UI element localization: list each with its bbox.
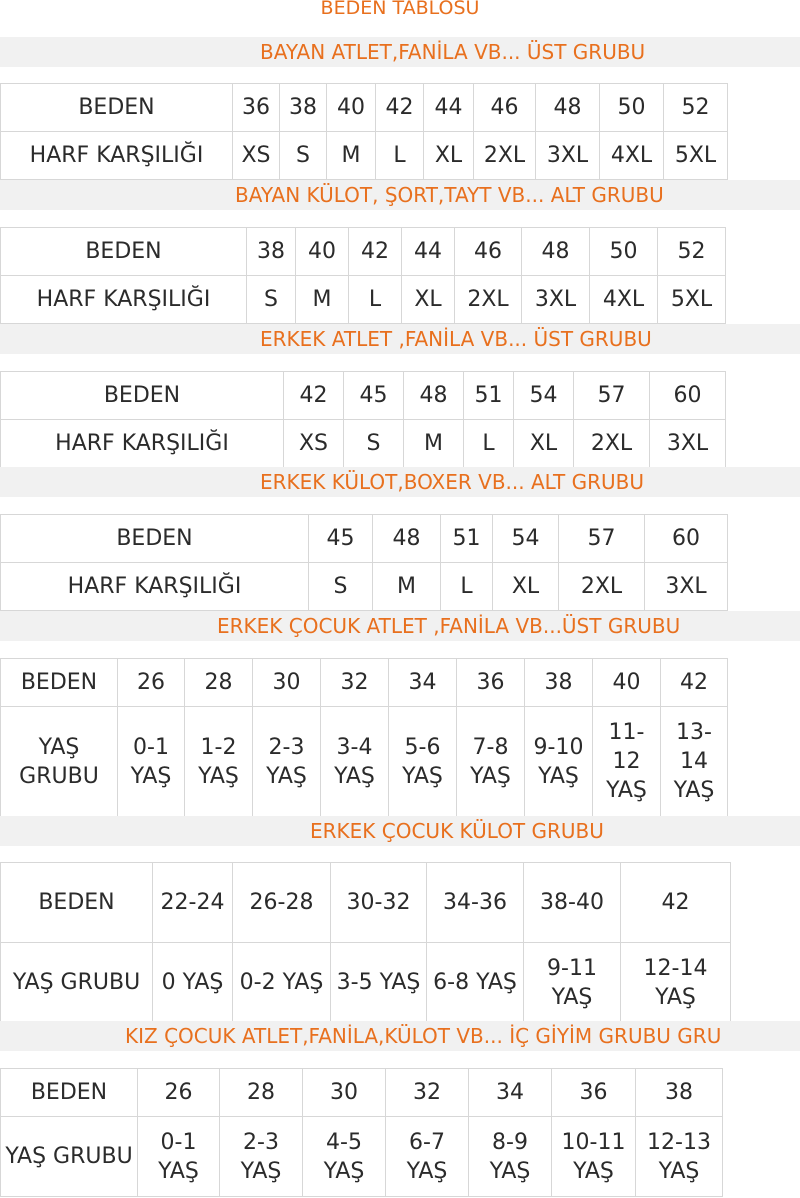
- size-cell-36: 36: [552, 1069, 636, 1117]
- section-heading-band: [0, 1021, 800, 1051]
- value-cell-xl: XL: [514, 420, 574, 468]
- size-cell-30-32: 30-32: [331, 863, 427, 943]
- size-cell-60: 60: [645, 515, 728, 563]
- size-cell-48: 48: [522, 228, 590, 276]
- size-cell-51: 51: [464, 372, 514, 420]
- row-label-beden: BEDEN: [1, 863, 153, 943]
- value-cell-4-5-ya: 4-5 YAŞ: [303, 1117, 386, 1197]
- value-cell-2xl: 2XL: [574, 420, 650, 468]
- value-cell-xl: XL: [424, 132, 474, 180]
- value-cell-xl: XL: [402, 276, 455, 324]
- page-title: BEDEN TABLOSU: [320, 0, 480, 19]
- value-cell-2xl: 2XL: [559, 563, 645, 611]
- row-label-harf-kar-ili-i: HARF KARŞILIĞI: [1, 563, 309, 611]
- section-heading-band: [0, 180, 800, 210]
- size-cell-48: 48: [536, 84, 600, 132]
- value-cell-m: M: [327, 132, 376, 180]
- size-cell-40: 40: [296, 228, 349, 276]
- value-cell-l: L: [441, 563, 493, 611]
- size-cell-52: 52: [658, 228, 726, 276]
- size-table: [0, 514, 728, 611]
- section-heading: ERKEK ÇOCUK KÜLOT GRUBU: [310, 819, 604, 843]
- value-cell-0-1-ya: 0-1 YAŞ: [138, 1117, 220, 1197]
- value-cell-10-11-ya: 10-11 YAŞ: [552, 1117, 636, 1197]
- size-cell-44: 44: [424, 84, 474, 132]
- size-table: [0, 371, 726, 468]
- value-cell-s: S: [247, 276, 296, 324]
- value-cell-9-10-ya: 9-10 YAŞ: [525, 707, 593, 817]
- table-row-size: [1, 1069, 723, 1117]
- row-label-beden: BEDEN: [1, 372, 284, 420]
- size-cell-60: 60: [650, 372, 726, 420]
- size-cell-40: 40: [327, 84, 376, 132]
- size-cell-38: 38: [636, 1069, 723, 1117]
- table-row-value: [1, 563, 728, 611]
- table-row-size: [1, 863, 731, 943]
- value-cell-s: S: [344, 420, 404, 468]
- size-table: [0, 658, 728, 817]
- row-label-ya-grubu: YAŞ GRUBU: [1, 1117, 138, 1197]
- section-heading: BAYAN ATLET,FANİLA VB... ÜST GRUBU: [260, 40, 646, 64]
- size-cell-38: 38: [247, 228, 296, 276]
- value-cell-5xl: 5XL: [664, 132, 728, 180]
- value-cell-3-5-ya: 3-5 YAŞ: [331, 943, 427, 1023]
- value-cell-9-11-ya: 9-11 YAŞ: [524, 943, 621, 1023]
- value-cell-s: S: [309, 563, 373, 611]
- size-cell-42: 42: [349, 228, 402, 276]
- table-row-value: [1, 276, 726, 324]
- value-cell-l: L: [349, 276, 402, 324]
- value-cell-xl: XL: [493, 563, 559, 611]
- size-cell-48: 48: [404, 372, 464, 420]
- value-cell-0-1-ya: 0-1 YAŞ: [118, 707, 185, 817]
- section-heading: ERKEK ÇOCUK ATLET ,FANİLA VB...ÜST GRUBU: [217, 614, 681, 638]
- value-cell-s: S: [280, 132, 327, 180]
- size-cell-42: 42: [376, 84, 424, 132]
- size-cell-26-28: 26-28: [233, 863, 331, 943]
- size-cell-34: 34: [389, 659, 457, 707]
- size-cell-45: 45: [344, 372, 404, 420]
- value-cell-11-12-ya: 11-12 YAŞ: [593, 707, 661, 817]
- size-cell-38-40: 38-40: [524, 863, 621, 943]
- section-heading: BAYAN KÜLOT, ŞORT,TAYT VB... ALT GRUBU: [235, 183, 664, 207]
- size-cell-34: 34: [469, 1069, 552, 1117]
- value-cell-4xl: 4XL: [600, 132, 664, 180]
- size-cell-54: 54: [514, 372, 574, 420]
- size-cell-48: 48: [373, 515, 441, 563]
- row-label-harf-kar-ili-i: HARF KARŞILIĞI: [1, 276, 247, 324]
- value-cell-2xl: 2XL: [474, 132, 536, 180]
- size-table: [0, 1068, 723, 1197]
- size-cell-45: 45: [309, 515, 373, 563]
- size-cell-30: 30: [303, 1069, 386, 1117]
- size-cell-36: 36: [233, 84, 280, 132]
- row-label-beden: BEDEN: [1, 1069, 138, 1117]
- size-cell-34-36: 34-36: [427, 863, 524, 943]
- value-cell-7-8-ya: 7-8 YAŞ: [457, 707, 525, 817]
- table-row-size: [1, 515, 728, 563]
- size-cell-44: 44: [402, 228, 455, 276]
- size-cell-50: 50: [590, 228, 658, 276]
- size-table: [0, 862, 731, 1023]
- size-table: [0, 83, 728, 180]
- value-cell-l: L: [376, 132, 424, 180]
- size-cell-22-24: 22-24: [153, 863, 233, 943]
- row-label-beden: BEDEN: [1, 228, 247, 276]
- value-cell-l: L: [464, 420, 514, 468]
- value-cell-0-ya: 0 YAŞ: [153, 943, 233, 1023]
- section-heading: ERKEK ATLET ,FANİLA VB... ÜST GRUBU: [260, 327, 652, 351]
- table-row-value: [1, 1117, 723, 1197]
- size-cell-32: 32: [321, 659, 389, 707]
- value-cell-6-7-ya: 6-7 YAŞ: [386, 1117, 469, 1197]
- size-cell-42: 42: [661, 659, 728, 707]
- section-heading-band: [0, 611, 800, 641]
- value-cell-m: M: [296, 276, 349, 324]
- row-label-harf-kar-ili-i: HARF KARŞILIĞI: [1, 132, 233, 180]
- size-cell-40: 40: [593, 659, 661, 707]
- value-cell-13-14-ya: 13-14 YAŞ: [661, 707, 728, 817]
- size-cell-26: 26: [138, 1069, 220, 1117]
- size-cell-26: 26: [118, 659, 185, 707]
- size-cell-32: 32: [386, 1069, 469, 1117]
- size-cell-28: 28: [185, 659, 253, 707]
- size-cell-46: 46: [455, 228, 522, 276]
- table-row-size: [1, 228, 726, 276]
- value-cell-12-13-ya: 12-13 YAŞ: [636, 1117, 723, 1197]
- table-row-size: [1, 84, 728, 132]
- size-cell-50: 50: [600, 84, 664, 132]
- value-cell-12-14-ya: 12-14 YAŞ: [621, 943, 731, 1023]
- size-cell-51: 51: [441, 515, 493, 563]
- size-cell-38: 38: [525, 659, 593, 707]
- table-row-value: [1, 943, 731, 1023]
- table-row-size: [1, 659, 728, 707]
- size-cell-42: 42: [284, 372, 344, 420]
- value-cell-3xl: 3XL: [536, 132, 600, 180]
- value-cell-xs: XS: [233, 132, 280, 180]
- row-label-beden: BEDEN: [1, 515, 309, 563]
- value-cell-3xl: 3XL: [650, 420, 726, 468]
- row-label-harf-kar-ili-i: HARF KARŞILIĞI: [1, 420, 284, 468]
- value-cell-5-6-ya: 5-6 YAŞ: [389, 707, 457, 817]
- value-cell-6-8-ya: 6-8 YAŞ: [427, 943, 524, 1023]
- value-cell-2xl: 2XL: [455, 276, 522, 324]
- value-cell-m: M: [373, 563, 441, 611]
- section-heading-band: [0, 324, 800, 354]
- value-cell-3-4-ya: 3-4 YAŞ: [321, 707, 389, 817]
- section-heading: KIZ ÇOCUK ATLET,FANİLA,KÜLOT VB... İÇ GİYİM GRUBU GRU: [125, 1024, 722, 1048]
- section-heading-band: [0, 467, 800, 497]
- size-cell-54: 54: [493, 515, 559, 563]
- value-cell-3xl: 3XL: [522, 276, 590, 324]
- size-cell-28: 28: [220, 1069, 303, 1117]
- size-cell-36: 36: [457, 659, 525, 707]
- size-cell-42: 42: [621, 863, 731, 943]
- section-heading-band: [0, 816, 800, 846]
- row-label-beden: BEDEN: [1, 659, 118, 707]
- row-label-ya-grubu: YAŞ GRUBU: [1, 707, 118, 817]
- size-cell-57: 57: [559, 515, 645, 563]
- section-heading-band: [0, 37, 800, 67]
- value-cell-1-2-ya: 1-2 YAŞ: [185, 707, 253, 817]
- value-cell-m: M: [404, 420, 464, 468]
- value-cell-2-3-ya: 2-3 YAŞ: [253, 707, 321, 817]
- size-cell-46: 46: [474, 84, 536, 132]
- size-cell-57: 57: [574, 372, 650, 420]
- section-heading: ERKEK KÜLOT,BOXER VB... ALT GRUBU: [260, 470, 645, 494]
- size-cell-30: 30: [253, 659, 321, 707]
- size-cell-52: 52: [664, 84, 728, 132]
- value-cell-3xl: 3XL: [645, 563, 728, 611]
- table-row-value: [1, 420, 726, 468]
- row-label-ya-grubu: YAŞ GRUBU: [1, 943, 153, 1023]
- value-cell-4xl: 4XL: [590, 276, 658, 324]
- value-cell-2-3-ya: 2-3 YAŞ: [220, 1117, 303, 1197]
- value-cell-5xl: 5XL: [658, 276, 726, 324]
- value-cell-0-2-ya: 0-2 YAŞ: [233, 943, 331, 1023]
- size-table: [0, 227, 726, 324]
- size-cell-38: 38: [280, 84, 327, 132]
- value-cell-xs: XS: [284, 420, 344, 468]
- value-cell-8-9-ya: 8-9 YAŞ: [469, 1117, 552, 1197]
- table-row-size: [1, 372, 726, 420]
- table-row-value: [1, 132, 728, 180]
- row-label-beden: BEDEN: [1, 84, 233, 132]
- table-row-value: [1, 707, 728, 817]
